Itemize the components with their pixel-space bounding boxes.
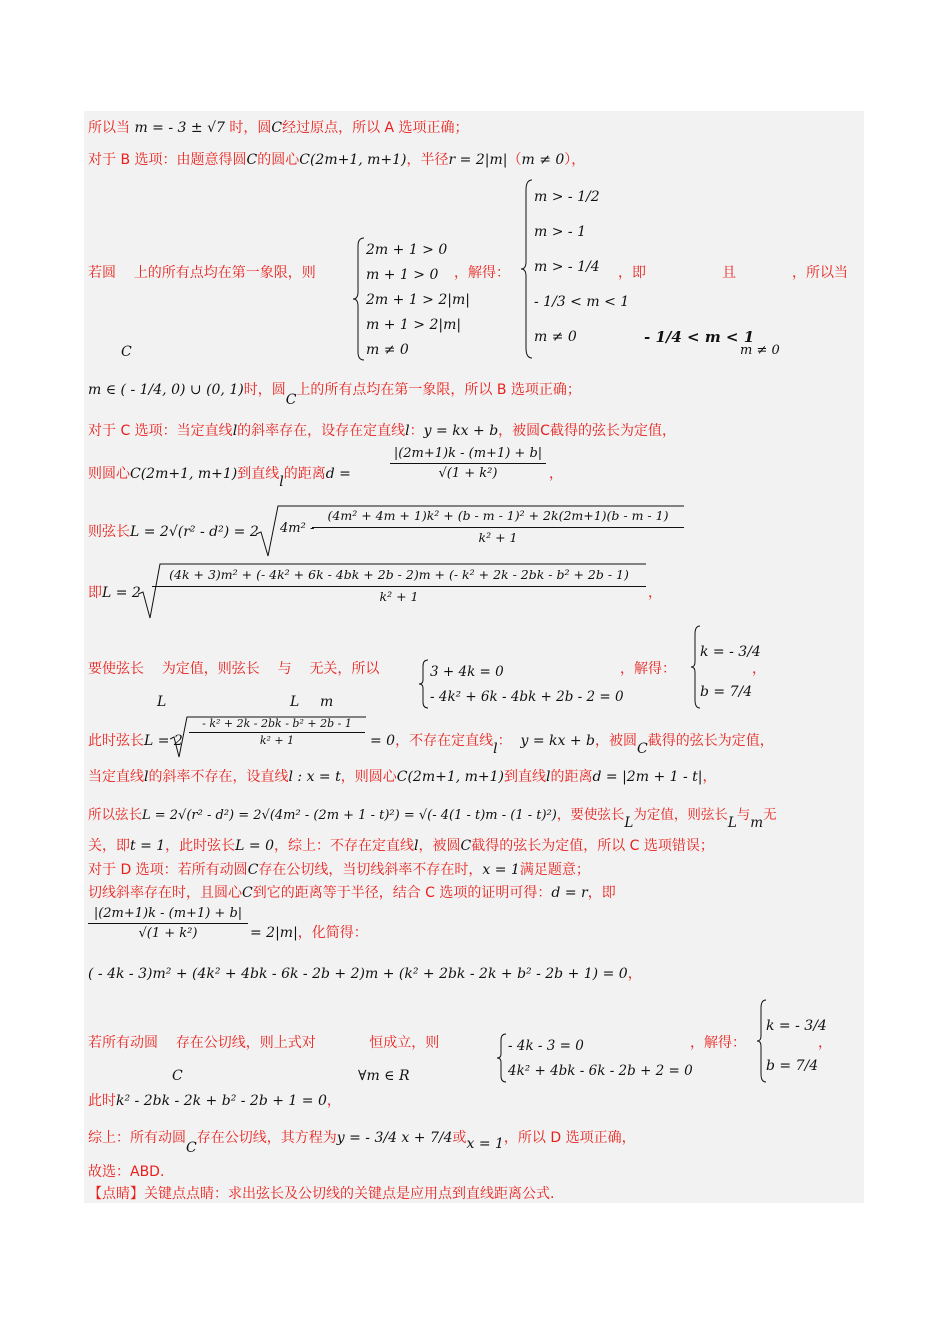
text: 的斜率不存在，设直线 <box>148 769 289 785</box>
solution-line-11 <box>88 767 717 787</box>
text: ，解得： <box>620 661 676 677</box>
text: ，被圆 <box>498 423 541 439</box>
math: d = <box>325 466 351 482</box>
math: d = r <box>551 885 588 901</box>
solution-line-3-text <box>88 262 316 282</box>
math: C <box>285 392 297 408</box>
text: 与 <box>277 661 292 677</box>
text: 满足题意； <box>519 862 590 878</box>
text: 【点睛】关键点点睛：求出弦长及公切线的关键点是应用点到直线距离公式. <box>88 1186 555 1202</box>
math: C <box>246 152 258 168</box>
solution-line-4 <box>88 380 581 408</box>
text: ， <box>326 1093 341 1109</box>
solution-line-10-rhs <box>370 730 774 757</box>
solution-line-22 <box>88 1184 554 1204</box>
text: 无关，所以 <box>309 661 380 677</box>
brace-left-system-5 <box>496 1032 508 1084</box>
math: l <box>546 769 551 785</box>
denominator: k² + 1 <box>152 586 646 604</box>
text: 存在公切线，当切线斜率不存在时， <box>258 862 483 878</box>
text: ， <box>549 466 563 482</box>
system-row: b = 7/4 <box>766 1058 819 1074</box>
solution-line-1 <box>88 118 469 138</box>
math: m ≠ 0 <box>521 152 565 168</box>
solution-line-8 <box>88 582 141 602</box>
math: m <box>320 694 334 710</box>
math: y = kx + b <box>520 733 595 749</box>
math: L = 2 <box>144 733 183 749</box>
system-row: 3 + 4k = 0 <box>430 664 504 680</box>
text: ，解得： <box>454 265 510 281</box>
math: y = kx + b <box>423 423 499 439</box>
text: 截得的弦长为定值， <box>647 733 774 749</box>
math: L = 2√(r² - d²) = 2 <box>130 524 259 540</box>
text: 上的所有点均在第一象限，则 <box>133 265 316 281</box>
text: 对于 D 选项：若所有动圆 <box>88 862 248 878</box>
solution-line-21 <box>88 1162 164 1182</box>
math: C(2m+1, m+1) <box>130 466 238 482</box>
math: C(2m+1, m+1) <box>396 769 505 785</box>
fraction-chord-zero <box>189 717 365 747</box>
text: 此时 <box>88 1093 116 1109</box>
text: 所以当 <box>88 120 130 136</box>
numerator: (4m² + 4m + 1)k² + (b - m - 1)² + 2k(2m+1)(b - m - 1) <box>327 508 669 523</box>
system-row: - 1/3 < m < 1 <box>534 294 630 310</box>
text: ， <box>818 1035 832 1051</box>
text: ，要使弦长 <box>556 807 625 823</box>
math: l : x = t <box>288 769 341 785</box>
text: 为定值，则弦长 <box>633 807 728 823</box>
text: 存在公切线，其方程为 <box>196 1130 337 1146</box>
math: l <box>405 423 410 439</box>
solution-line-14 <box>88 860 590 880</box>
text: 所以弦长 <box>88 807 142 823</box>
text: ，所以 D 选项正确， <box>503 1130 636 1146</box>
math: = 0 <box>370 733 396 749</box>
text: 到它的距离等于半径，结合 C 选项的证明可得： <box>252 885 552 901</box>
math: C <box>172 1068 183 1084</box>
solution-line-6 <box>88 463 351 490</box>
system-row: - 4k - 3 = 0 <box>508 1038 584 1054</box>
system-2 <box>534 180 629 355</box>
math: L <box>727 815 737 831</box>
math: L <box>624 815 634 831</box>
math: ( - 4k - 3)m² + (4k² + 4bk - 6k - 2b + 2)m + (k² + 2bk - 2k + b² - 2b + 1) = 0 <box>88 966 628 982</box>
math: y = - 3/4 x + 7/4 <box>336 1130 453 1146</box>
math: k² - 2bk - 2k + b² - 2b + 1 = 0 <box>116 1093 327 1109</box>
math: m <box>750 815 764 831</box>
solution-line-7 <box>88 521 259 541</box>
math: l <box>232 423 238 439</box>
fraction-chord-simplified <box>152 567 646 604</box>
system-row: m > - 1/2 <box>534 189 600 205</box>
text: ）， <box>564 152 586 168</box>
text: ， <box>702 769 717 785</box>
text: ， <box>648 585 662 601</box>
text: 无 <box>763 807 777 823</box>
system-row: 2m + 1 > 2|m| <box>366 292 470 308</box>
solution-line-16 <box>250 922 368 942</box>
math: x = 1 <box>466 1136 504 1152</box>
text: ， <box>752 661 766 677</box>
text: ，解得： <box>690 1035 746 1051</box>
text: 时，圆 <box>243 382 286 398</box>
system-row: m + 1 > 2|m| <box>366 317 462 333</box>
text: ， <box>627 966 642 982</box>
denominator: k² + 1 <box>312 527 684 545</box>
fraction-tangent <box>88 906 248 941</box>
math: r = 2|m| <box>448 152 508 168</box>
text: 的距离 <box>550 769 593 785</box>
system-row: 4k² + 4bk - 6k - 2b + 2 = 0 <box>508 1063 693 1079</box>
brace-left-system-1 <box>352 236 366 362</box>
text: 切线斜率存在时，且圆心 <box>88 885 242 901</box>
math: L = 0 <box>235 838 275 854</box>
math: C <box>247 862 259 878</box>
text: 即 <box>88 585 102 601</box>
math: L <box>290 694 300 710</box>
text: 此时弦长 <box>88 733 144 749</box>
system-row: - 4k² + 6k - 4bk + 2b - 2 = 0 <box>430 689 624 705</box>
numerator: |(2m+1)k - (m+1) + b| <box>93 906 243 921</box>
system-row: m ≠ 0 <box>366 342 409 358</box>
text: 当定直线 <box>88 769 144 785</box>
system-row: m ≠ 0 <box>534 329 577 345</box>
math: C <box>121 344 132 360</box>
solution-line-18 <box>88 1032 439 1052</box>
math: L <box>157 694 167 710</box>
numerator: (4k + 3)m² + (- 4k² + 6k - 4bk + 2b - 2)m + (- k² + 2k - 2bk - b² + 2b - 1) <box>169 567 629 582</box>
fraction-chord <box>312 508 684 545</box>
solution-line-5 <box>88 421 676 441</box>
text: 存在公切线，则上式对 <box>175 1035 316 1051</box>
math: m = - 3 ± √7 <box>134 120 225 136</box>
text: 则弦长 <box>88 524 130 540</box>
text: ，被圆 <box>595 733 637 749</box>
math: m ∈ ( - 1/4, 0) ∪ (0, 1) <box>88 382 244 398</box>
text: ，即 <box>587 885 616 901</box>
text: 若所有动圆 <box>88 1035 158 1051</box>
math: L = 2 <box>102 585 141 601</box>
math: d = |2m + 1 - t| <box>592 769 703 785</box>
system-row: b = 7/4 <box>700 684 753 700</box>
system-row: m + 1 > 0 <box>366 267 439 283</box>
text: 综上：所有动圆 <box>88 1130 186 1146</box>
math: L = 2√(r² - d²) = 2√(4m² - (2m + 1 - t)²) = √(- 4(1 - t)m - (1 - t)²) <box>142 808 557 823</box>
fraction-distance <box>390 446 546 481</box>
text: ： <box>497 733 512 749</box>
system-3 <box>430 660 624 710</box>
text: （ <box>507 152 522 168</box>
text: ，所以当 <box>792 265 848 281</box>
math: C <box>242 885 253 901</box>
text: 时，圆 <box>229 120 272 136</box>
solution-line-13 <box>88 836 714 856</box>
text: 到直线 <box>237 466 280 482</box>
text: 恒成立，则 <box>369 1035 440 1051</box>
system-5 <box>508 1034 693 1084</box>
denominator: √(1 + k²) <box>390 463 546 481</box>
math: l <box>493 741 498 757</box>
solution-line-17 <box>88 964 642 984</box>
text: ，此时弦长 <box>165 838 236 854</box>
system-1 <box>366 238 470 363</box>
denominator: k² + 1 <box>189 732 365 747</box>
solution-line-20 <box>88 1128 636 1156</box>
math: l <box>144 769 149 785</box>
math: 4m² - <box>280 521 315 536</box>
solution-line-2 <box>88 150 585 170</box>
text: 若圆 <box>88 265 116 281</box>
text: 截得的弦长为定值， <box>549 423 676 439</box>
math: m ≠ 0 <box>740 343 780 358</box>
text: 截得的弦长为定值，所以 C 选项错误； <box>471 838 714 854</box>
text: 则圆心 <box>88 466 130 482</box>
text: 上的所有点均在第一象限，所以 B 选项正确； <box>296 382 581 398</box>
numerator: - k² + 2k - 2bk - b² + 2b - 1 <box>202 717 352 730</box>
text: 的斜率存在，设存在定直线 <box>237 423 406 439</box>
math: x = 1 <box>482 862 520 878</box>
text: 与 <box>736 807 751 823</box>
system-row: 2m + 1 > 0 <box>366 242 448 258</box>
text: 对于 B 选项：由题意得圆 <box>88 152 247 168</box>
text: 到直线 <box>504 769 547 785</box>
math: C(2m+1, m+1) <box>299 152 407 168</box>
solution-line-15 <box>88 883 616 903</box>
text: 要使弦长 <box>88 661 144 677</box>
solution-line-9 <box>88 658 379 678</box>
solution-line-12 <box>88 805 777 831</box>
text: ，则圆心 <box>340 769 397 785</box>
system-row: m > - 1 <box>534 224 586 240</box>
brace-left-system-2 <box>520 178 534 360</box>
text: ，即 <box>618 265 646 281</box>
math: C <box>460 838 472 854</box>
solution-line-10-lhs <box>88 730 183 750</box>
text: 关，即 <box>88 838 130 854</box>
solution-line-19 <box>88 1091 341 1111</box>
system-row: m > - 1/4 <box>534 259 600 275</box>
math: ∀m ∈ R <box>358 1068 410 1084</box>
text: 为定值，则弦长 <box>161 661 260 677</box>
text: 的圆心 <box>257 152 300 168</box>
math: l <box>279 474 284 490</box>
text: C <box>540 423 550 439</box>
text: ，半径 <box>406 152 449 168</box>
text: ： <box>409 423 424 439</box>
text: ，综上：不存在定直线 <box>274 838 415 854</box>
system-row: k = - 3/4 <box>700 644 761 660</box>
math: l <box>414 838 419 854</box>
brace-left-system-3 <box>418 658 430 710</box>
text: 对于 C 选项：当定直线 <box>88 423 233 439</box>
math: - 1/4 < m < 1 <box>644 328 755 346</box>
math: t = 1 <box>130 838 166 854</box>
text: 故选：ABD. <box>88 1164 165 1180</box>
math: = 2|m| <box>250 925 298 941</box>
text: 的距离 <box>283 466 326 482</box>
math: C <box>186 1140 197 1156</box>
text: 经过原点，所以 A 选项正确； <box>282 120 469 136</box>
denominator: √(1 + k²) <box>88 923 248 941</box>
numerator: |(2m+1)k - (m+1) + b| <box>393 446 543 461</box>
text: 或 <box>452 1130 467 1146</box>
text: 且 <box>722 265 736 281</box>
text: ，化简得： <box>297 925 368 941</box>
math: C <box>271 120 283 136</box>
text: ，不存在定直线 <box>395 733 494 749</box>
text: ，被圆 <box>418 838 461 854</box>
system-row: k = - 3/4 <box>766 1018 827 1034</box>
math: C <box>637 741 648 757</box>
